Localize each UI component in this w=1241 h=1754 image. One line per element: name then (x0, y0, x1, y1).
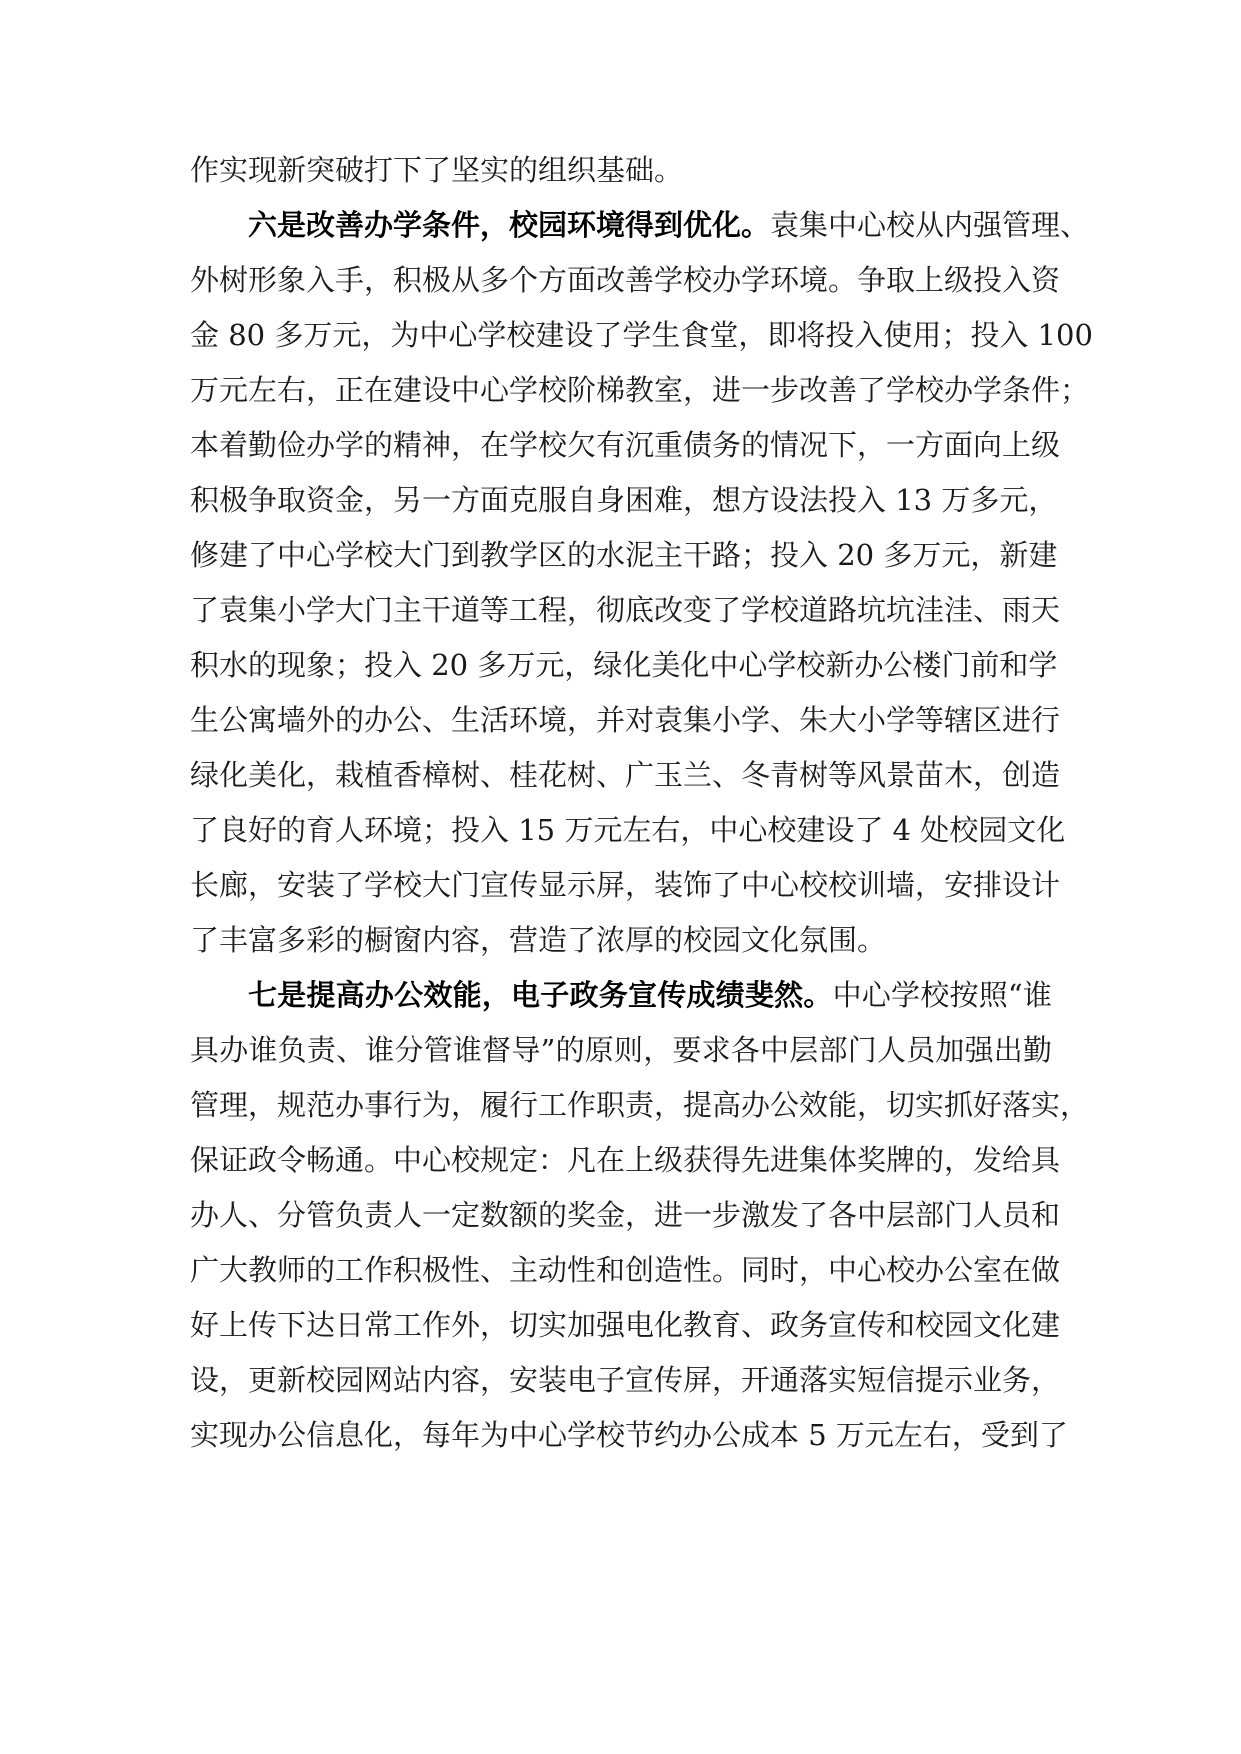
text-line: 广大教师的工作积极性、主动性和创造性。同时，中心校办公室在做 (190, 1253, 1061, 1287)
section-heading: 七是提高办公效能，电子政务宣传成绩斐然。 (248, 978, 833, 1012)
text-line: 外树形象入手，积极从多个方面改善学校办学环境。争取上级投入资 (190, 263, 1061, 297)
text-line: 修建了中心学校大门到教学区的水泥主干路；投入 20 多万元，新建 (190, 538, 1058, 572)
text-line: 万元左右，正在建设中心学校阶梯教室，进一步改善了学校办学条件； (190, 373, 1090, 407)
text-line: 金 80 多万元，为中心学校建设了学生食堂，即将投入使用；投入 100 (190, 318, 1093, 352)
text-line: 作实现新突破打下了坚实的组织基础。 (190, 153, 684, 187)
section-heading: 六是改善办学条件，校园环境得到优化。 (248, 208, 771, 242)
text-line: 了丰富多彩的橱窗内容，营造了浓厚的校园文化氛围。 (190, 923, 887, 957)
text-line: 生公寓墙外的办公、生活环境，并对袁集小学、朱大小学等辖区进行 (190, 703, 1061, 737)
text-line: 长廊，安装了学校大门宣传显示屏，装饰了中心校校训墙，安排设计 (190, 868, 1061, 902)
text-line: 办人、分管负责人一定数额的奖金，进一步激发了各中层部门人员和 (190, 1198, 1061, 1232)
text-line: 积极争取资金，另一方面克服自身困难，想方设法投入 13 万多元， (190, 483, 1058, 517)
section-six-heading-line: 六是改善办学条件，校园环境得到优化。袁集中心校从内强管理、 (248, 208, 1090, 242)
section-seven-heading-line: 七是提高办公效能，电子政务宣传成绩斐然。中心学校按照“谁 (248, 978, 1052, 1012)
text-line: 具办谁负责、谁分管谁督导”的原则，要求各中层部门人员加强出勤 (190, 1033, 1052, 1067)
text-line: 保证政令畅通。中心校规定：凡在上级获得先进集体奖牌的，发给具 (190, 1143, 1061, 1177)
text-line: 好上传下达日常工作外，切实加强电化教育、政务宣传和校园文化建 (190, 1308, 1061, 1342)
text-line: 了良好的育人环境；投入 15 万元左右，中心校建设了 4 处校园文化 (190, 813, 1066, 847)
text-line: 设，更新校园网站内容，安装电子宣传屏，开通落实短信提示业务， (190, 1363, 1061, 1397)
text-line: 了袁集小学大门主干道等工程，彻底改变了学校道路坑坑洼洼、雨天 (190, 593, 1061, 627)
text-line: 本着勤俭办学的精神，在学校欠有沉重债务的情况下，一方面向上级 (190, 428, 1061, 462)
text-line: 实现办公信息化，每年为中心学校节约办公成本 5 万元左右，受到了 (190, 1418, 1068, 1452)
text-line: 积水的现象；投入 20 多万元，绿化美化中心学校新办公楼门前和学 (190, 648, 1058, 682)
text-line: 绿化美化，栽植香樟树、桂花树、广玉兰、冬青树等风景苗木，创造 (190, 758, 1061, 792)
text-line: 管理，规范办事行为，履行工作职责，提高办公效能，切实抓好落实， (190, 1088, 1090, 1122)
